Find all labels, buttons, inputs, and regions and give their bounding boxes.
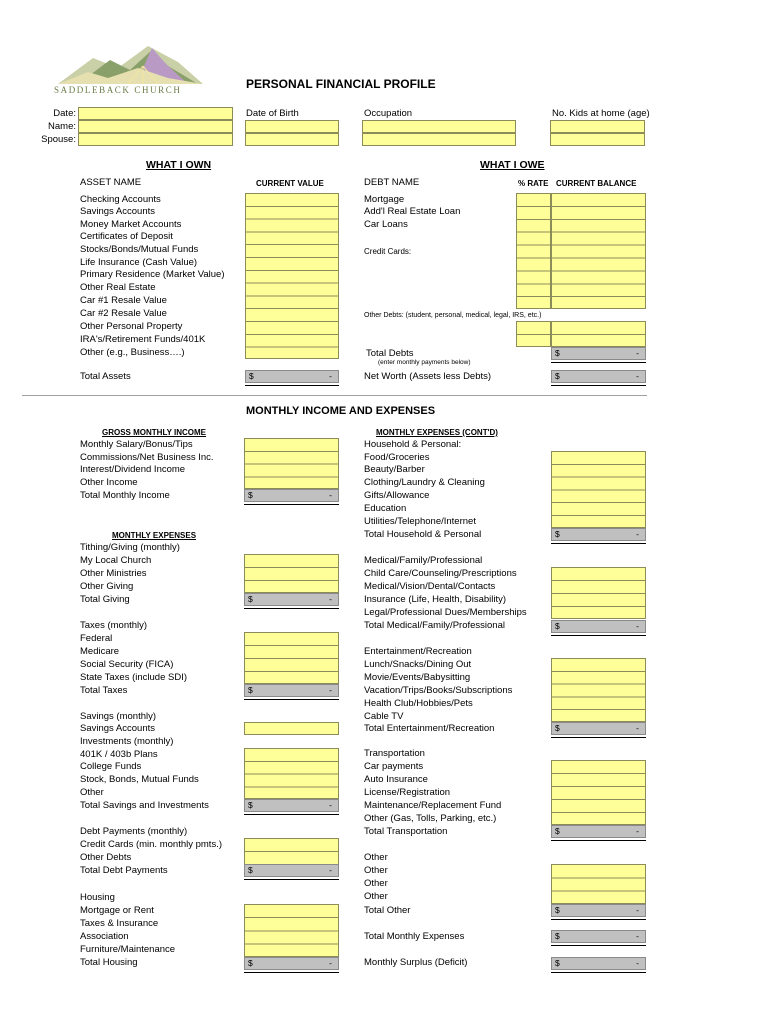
taxes-item: Social Security (FICA) (80, 659, 174, 670)
savings-accounts-field[interactable] (244, 722, 339, 735)
occupation-label: Occupation (364, 108, 413, 119)
spouse-label: Spouse: (41, 134, 76, 145)
household-field[interactable] (551, 451, 646, 528)
name-field[interactable] (78, 120, 233, 133)
what-i-own-heading: WHAT I OWN (146, 159, 212, 171)
income-item: Monthly Salary/Bonus/Tips (80, 439, 193, 450)
housing-item: Furniture/Maintenance (80, 944, 176, 955)
asset-item: IRA's/Retirement Funds/401K (80, 334, 206, 345)
investment-item: 401K / 403b Plans (80, 749, 158, 760)
household-label: Household & Personal: (364, 439, 462, 450)
medical-item: Medical/Vision/Dental/Contacts (364, 581, 496, 592)
dob-label: Date of Birth (246, 108, 299, 119)
other-debts-balance-field[interactable] (551, 321, 646, 347)
income-field[interactable] (244, 438, 339, 489)
name-label: Name: (48, 121, 76, 132)
household-item: Education (364, 503, 407, 514)
total-debts-underline (551, 362, 646, 363)
total-monthly-expenses-value: $ - (551, 930, 646, 943)
taxes-label: Taxes (monthly) (80, 620, 148, 631)
asset-name-header: ASSET NAME (80, 177, 142, 188)
total-debt-payments-label: Total Debt Payments (80, 865, 168, 876)
taxes-item: Federal (80, 633, 113, 644)
kids-field-1[interactable] (550, 120, 645, 133)
other-field[interactable] (551, 864, 646, 904)
occupation-field-2[interactable] (362, 133, 516, 146)
what-i-owe-heading: WHAT I OWE (480, 159, 545, 171)
housing-item: Taxes & Insurance (80, 918, 159, 929)
total-taxes-value: $ - (244, 684, 339, 697)
asset-item: Primary Residence (Market Value) (80, 269, 225, 280)
household-item: Clothing/Laundry & Cleaning (364, 477, 485, 488)
other-item: Other (364, 878, 388, 889)
entertainment-item: Movie/Events/Babysitting (364, 672, 471, 683)
total-income-label: Total Monthly Income (80, 490, 170, 501)
spouse-field[interactable] (78, 133, 233, 146)
balance-header: CURRENT BALANCE (556, 179, 637, 188)
total-other-underline (551, 919, 646, 920)
total-entertainment-underline (551, 737, 646, 738)
balance-field[interactable] (551, 193, 646, 309)
total-debt-payments-value: $ - (244, 864, 339, 877)
debt-payment-item: Credit Cards (min. monthly pmts.) (80, 839, 223, 850)
asset-item: Car #1 Resale Value (80, 295, 167, 306)
total-housing-label: Total Housing (80, 957, 138, 968)
medical-item: Child Care/Counseling/Prescriptions (364, 568, 517, 579)
asset-item: Money Market Accounts (80, 219, 182, 230)
total-medical-label: Total Medical/Family/Professional (364, 620, 505, 631)
household-item: Utilities/Telephone/Internet (364, 516, 476, 527)
expenses-contd-heading: MONTHLY EXPENSES (CONT'D) (376, 428, 498, 437)
investment-item: Stock, Bonds, Mutual Funds (80, 774, 199, 785)
total-medical-value: $ - (551, 620, 646, 633)
taxes-item: Medicare (80, 646, 120, 657)
total-assets-underline (245, 385, 339, 386)
mountain-logo-icon (48, 38, 208, 86)
date-field[interactable] (78, 107, 233, 120)
total-savings-underline (244, 814, 339, 815)
rate-field[interactable] (516, 193, 551, 309)
total-giving-value: $ - (244, 593, 339, 606)
entertainment-item: Health Club/Hobbies/Pets (364, 698, 473, 709)
monthly-surplus-value: $ - (551, 957, 646, 970)
monthly-title: MONTHLY INCOME AND EXPENSES (246, 405, 436, 417)
monthly-surplus-label: Monthly Surplus (Deficit) (364, 957, 468, 968)
rate-header: % RATE (518, 179, 549, 188)
debt-item: Mortgage (364, 194, 405, 205)
total-transportation-value: $ - (551, 825, 646, 838)
total-savings-value: $ - (244, 799, 339, 812)
household-item: Gifts/Allowance (364, 490, 430, 501)
debt-payment-item: Other Debts (80, 852, 132, 863)
investment-item: Other (80, 787, 104, 798)
transportation-item: Maintenance/Replacement Fund (364, 800, 502, 811)
dob-field-1[interactable] (245, 120, 339, 133)
total-income-underline (244, 504, 339, 505)
asset-item: Other Personal Property (80, 321, 183, 332)
total-transportation-underline (551, 840, 646, 841)
total-savings-label: Total Savings and Investments (80, 800, 209, 811)
transportation-field[interactable] (551, 760, 646, 825)
asset-item: Car #2 Resale Value (80, 308, 167, 319)
total-medical-underline (551, 635, 646, 636)
debt-item: Car Loans (364, 219, 408, 230)
taxes-item: State Taxes (include SDI) (80, 672, 188, 683)
total-giving-underline (244, 608, 339, 609)
asset-item: Certificates of Deposit (80, 231, 173, 242)
medical-field[interactable] (551, 567, 646, 619)
church-logo (48, 38, 218, 98)
other-debts-rate-field[interactable] (516, 321, 551, 347)
total-monthly-expenses-underline (551, 945, 646, 946)
housing-item: Association (80, 931, 129, 942)
total-debts-value: $ - (551, 347, 646, 360)
medical-item: Insurance (Life, Health, Disability) (364, 594, 507, 605)
dob-field-2[interactable] (245, 133, 339, 146)
income-item: Commissions/Net Business Inc. (80, 452, 214, 463)
transportation-item: Car payments (364, 761, 424, 772)
total-monthly-expenses-label: Total Monthly Expenses (364, 931, 465, 942)
other-item: Other (364, 891, 388, 902)
total-entertainment-value: $ - (551, 722, 646, 735)
debt-name-header: DEBT NAME (364, 177, 420, 188)
total-household-underline (551, 543, 646, 544)
entertainment-label: Entertainment/Recreation (364, 646, 472, 657)
giving-item: My Local Church (80, 555, 152, 566)
giving-item: Other Giving (80, 581, 134, 592)
giving-label: Tithing/Giving (monthly) (80, 542, 180, 553)
current-value-header: CURRENT VALUE (256, 179, 324, 188)
investment-item: College Funds (80, 761, 142, 772)
total-housing-underline (244, 972, 339, 973)
monthly-surplus-underline (551, 972, 646, 973)
housing-label: Housing (80, 892, 115, 903)
net-worth-underline (551, 385, 646, 386)
total-giving-label: Total Giving (80, 594, 130, 605)
total-taxes-label: Total Taxes (80, 685, 128, 696)
savings-accounts-label: Savings Accounts (80, 723, 155, 734)
total-income-value: $ - (244, 489, 339, 502)
other-item: Other (364, 865, 388, 876)
debt-item: Add'l Real Estate Loan (364, 206, 461, 217)
other-debts-label: Other Debts: (student, personal, medical, legal, IRS, etc.) (364, 312, 542, 319)
church-name: SADDLEBACK CHURCH (54, 85, 182, 95)
transportation-item: Other (Gas, Tolls, Parking, etc.) (364, 813, 497, 824)
net-worth-value: $ - (551, 370, 646, 383)
giving-item: Other Ministries (80, 568, 147, 579)
monthly-expenses-heading: MONTHLY EXPENSES (112, 531, 197, 540)
occupation-field-1[interactable] (362, 120, 516, 133)
debt-payments-field[interactable] (244, 838, 339, 865)
total-debts-label: Total Debts (366, 348, 414, 359)
total-assets-label: Total Assets (80, 371, 131, 382)
housing-item: Mortgage or Rent (80, 905, 154, 916)
gross-income-heading: GROSS MONTHLY INCOME (102, 428, 207, 437)
credit-cards-label: Credit Cards: (364, 247, 412, 256)
asset-item: Checking Accounts (80, 194, 161, 205)
asset-item: Stocks/Bonds/Mutual Funds (80, 244, 199, 255)
income-item: Other Income (80, 477, 138, 488)
asset-item: Other (e.g., Business….) (80, 347, 185, 358)
other-label: Other (364, 852, 388, 863)
transportation-item: Auto Insurance (364, 774, 428, 785)
asset-item: Other Real Estate (80, 282, 156, 293)
total-household-label: Total Household & Personal (364, 529, 482, 540)
page-title: PERSONAL FINANCIAL PROFILE (246, 77, 436, 91)
entertainment-item: Cable TV (364, 711, 404, 722)
kids-field-2[interactable] (550, 133, 645, 146)
giving-field[interactable] (244, 554, 339, 593)
taxes-field[interactable] (244, 632, 339, 684)
housing-field[interactable] (244, 904, 339, 957)
total-taxes-underline (244, 699, 339, 700)
medical-label: Medical/Family/Professional (364, 555, 483, 566)
entertainment-item: Vacation/Trips/Books/Subscriptions (364, 685, 513, 696)
medical-item: Legal/Professional Dues/Memberships (364, 607, 527, 618)
total-debts-note: (enter monthly payments below) (378, 359, 471, 366)
household-item: Food/Groceries (364, 452, 430, 463)
total-debt-payments-underline (244, 879, 339, 880)
section-divider (22, 395, 647, 396)
asset-item: Savings Accounts (80, 206, 155, 217)
date-label: Date: (53, 108, 76, 119)
household-item: Beauty/Barber (364, 464, 425, 475)
investments-field[interactable] (244, 748, 339, 799)
entertainment-field[interactable] (551, 658, 646, 722)
debt-payments-label: Debt Payments (monthly) (80, 826, 188, 837)
asset-value-field[interactable] (245, 193, 339, 359)
total-housing-value: $ - (244, 957, 339, 970)
transportation-item: License/Registration (364, 787, 451, 798)
income-item: Interest/Dividend Income (80, 464, 186, 475)
asset-item: Life Insurance (Cash Value) (80, 257, 198, 268)
total-transportation-label: Total Transportation (364, 826, 448, 837)
transportation-label: Transportation (364, 748, 425, 759)
savings-label: Savings (monthly) (80, 711, 157, 722)
kids-label: No. Kids at home (age) (552, 108, 650, 119)
total-assets-value: $ - (245, 370, 339, 383)
entertainment-item: Lunch/Snacks/Dining Out (364, 659, 472, 670)
total-entertainment-label: Total Entertainment/Recreation (364, 723, 495, 734)
total-other-value: $ - (551, 904, 646, 917)
investments-label: Investments (monthly) (80, 736, 174, 747)
total-other-label: Total Other (364, 905, 411, 916)
net-worth-label: Net Worth (Assets less Debts) (364, 371, 492, 382)
total-household-value: $ - (551, 528, 646, 541)
